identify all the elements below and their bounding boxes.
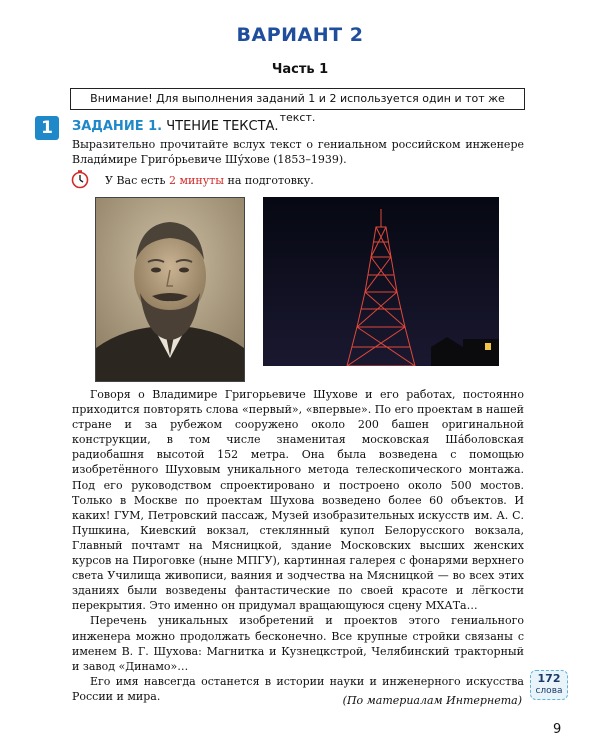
clock-icon — [70, 169, 90, 189]
task-number-badge: 1 — [35, 116, 59, 140]
source-citation: (По материалам Интернета) — [342, 694, 522, 707]
task-heading-title: ЧТЕНИЕ ТЕКСТА. — [162, 119, 279, 134]
reading-text — [72, 387, 524, 704]
word-count-badge — [530, 670, 568, 700]
task-heading-number: ЗАДАНИЕ 1. — [72, 119, 163, 134]
paragraph-2: Перечень уникальных изобретений и проектов этого гениального инженера можно продолжать бесконечно. Все крупные стройки связаны с именем В. Г. Шухова: Магнитка и Кузнецкстрой, Челябинский тракторный и завод «Динамо»… — [72, 614, 524, 673]
page-number: 9 — [553, 722, 562, 737]
portrait-photo — [95, 197, 245, 382]
word-count-number: 172 — [537, 672, 561, 685]
prep-text-after: на подготовку. — [224, 174, 314, 187]
variant-title: ВАРИАНТ 2 — [236, 24, 364, 46]
notice-box: Внимание! Для выполнения заданий 1 и 2 используется один и тот же текст. — [70, 88, 525, 110]
tower-photo — [263, 197, 499, 366]
paragraph-3: Его имя навсегда останется в истории науки и инженерного искусства России и мира. — [72, 674, 524, 703]
task-heading — [72, 119, 279, 134]
preparation-time — [105, 174, 314, 187]
paragraph-1: Говоря о Владимире Григорьевиче Шухове и его работах, постоянно приходится повторять слова «первый», «впервые». По его проектам в нашей стране и за рубежом сооружено около 200 башен оригинальной конструкции, в том числе знаменитая московская Ша́боловская радиобашня высотой 152 метра. Она была возведена с помощью изобретённого Шуховым уникального метода телескопического монтажа. Под его руководством спроектировано и построено около 500 мостов. Только в Москве по проектам Шухова возведено более 60 объектов. И каких! ГУМ, Петровский пассаж, Музей изобразительных искусств им. А. С. Пушкина, Киевский вокзал, стеклянный купол Белорусского вокзала, Главный почтамт на Мясницкой, здание Московских высших женских курсов на Пироговке (ныне МПГУ), картинная галерея с фонарями верхнего света Училища живописи, ваяния и зодчества на Мясницкой — во всех этих зданиях были возведены фантастические по своей красоте и лёгкости перекрытия. Это именно он придумал вращающуюся сцену МХАТа… — [72, 388, 524, 613]
task-intro: Выразительно прочитайте вслух текст о гениальном российском инженере Влади́мире Григо́рьевиче Шу́хове (1853–1939). — [72, 138, 524, 166]
word-count-unit: слова — [535, 686, 563, 696]
prep-text-before: У Вас есть — [105, 174, 169, 187]
part-title: Часть 1 — [271, 62, 329, 77]
prep-time-highlight: 2 минуты — [169, 174, 225, 187]
